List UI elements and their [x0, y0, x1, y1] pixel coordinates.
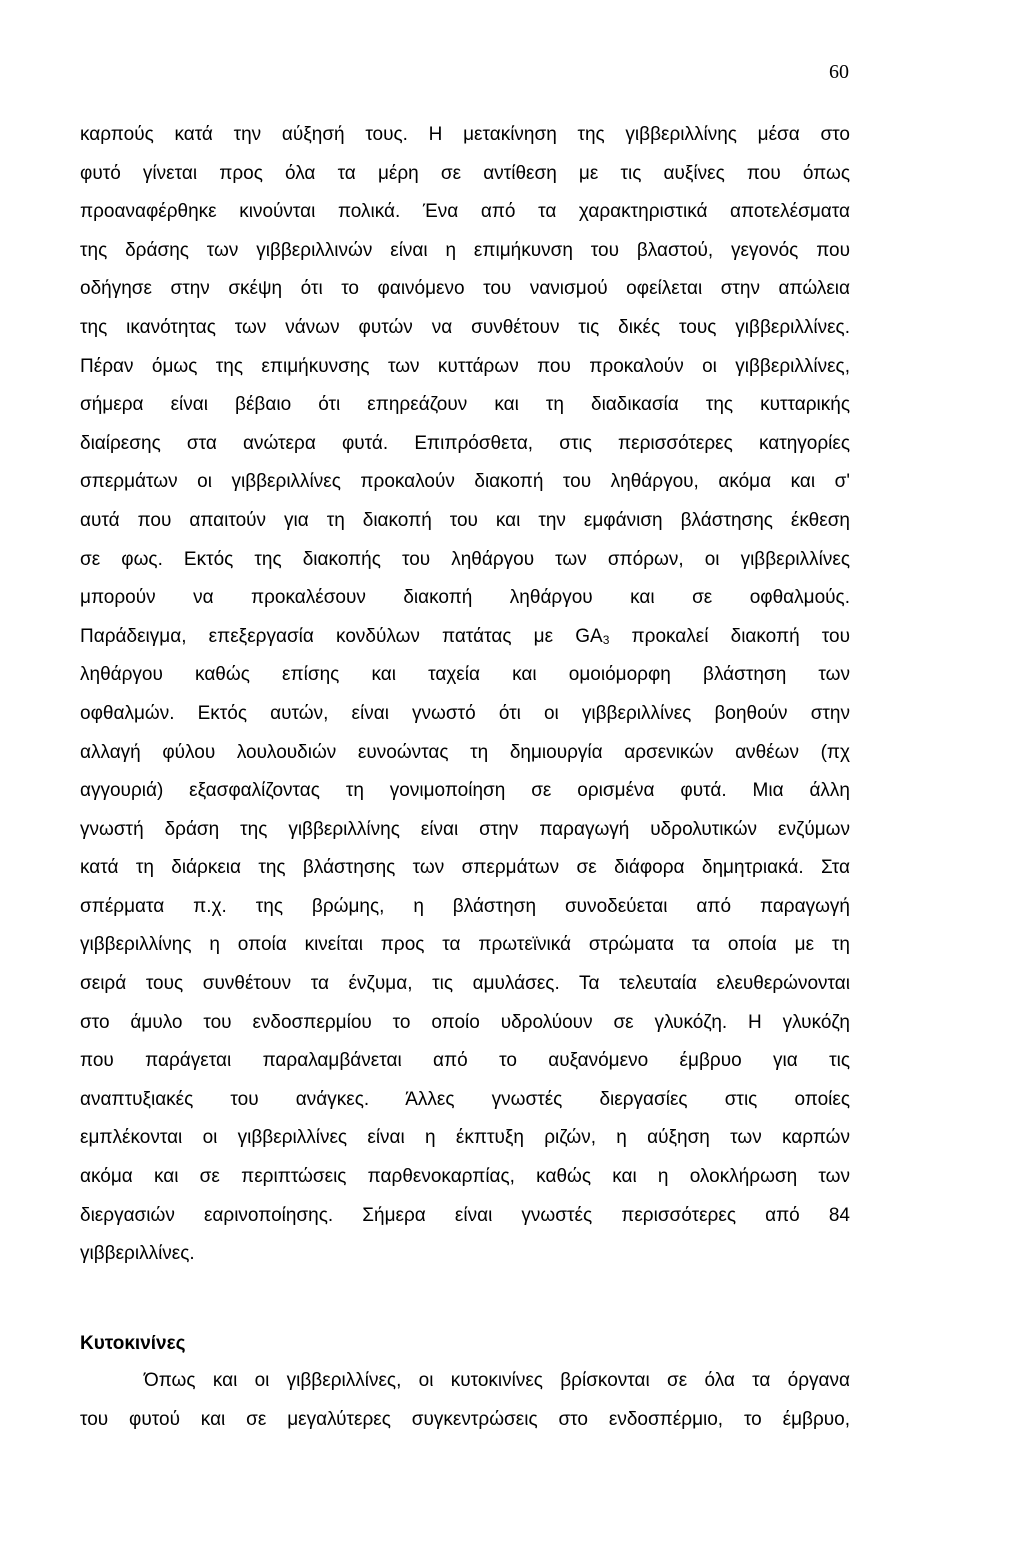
text-line	[80, 618, 850, 657]
text-line: Όπως και οι γιββεριλλίνες, οι κυτοκινίνες βρίσκονται σε όλα τα όργανα	[144, 1370, 850, 1391]
text-line: σπερμάτων οι γιββεριλλίνες προκαλούν διακοπή του ληθάργου, ακόμα και σ'	[80, 471, 850, 493]
text-line: που παράγεται παραλαμβάνεται από το αυξανόμενο έμβρυο για τις	[80, 1050, 850, 1072]
section-text	[80, 1362, 850, 1439]
text-line: του φυτού και σε μεγαλύτερες συγκεντρώσεις στο ενδοσπέρμιο, το έμβρυο,	[80, 1408, 850, 1430]
text-line: ληθάργου καθώς επίσης και ταχεία και ομοιόμορφη βλάστηση των	[80, 664, 850, 686]
ga-text-before: Παράδειγμα, επεξεργασία κονδύλων πατάτας με GA	[80, 625, 603, 647]
text-line: στο άμυλο του ενδοσπερμίου το οποίο υδρολύουν σε γλυκόζη. Η γλυκόζη	[80, 1011, 850, 1033]
text-line: γιββεριλλίνες.	[80, 1243, 195, 1265]
text-line: κατά τη διάρκεια της βλάστησης των σπερμάτων σε διάφορα δημητριακά. Στα	[80, 857, 850, 879]
section-title: Κυτοκινίνες	[80, 1333, 186, 1354]
text-line: αλλαγή φύλου λουλουδιών ευνοώντας τη δημιουργία αρσενικών ανθέων (πχ	[80, 741, 850, 763]
text-line: προαναφέρθηκε κινούνται πολικά. Ένα από τα χαρακτηριστικά αποτελέσματα	[80, 201, 850, 223]
text-line: σπέρματα π.χ. της βρώμης, η βλάστηση συνοδεύεται από παραγωγή	[80, 895, 850, 917]
text-line: Πέραν όμως της επιμήκυνσης των κυττάρων που προκαλούν οι γιββεριλλίνες,	[80, 355, 850, 377]
text-line: σε φως. Εκτός της διακοπής του ληθάργου των σπόρων, οι γιββεριλλίνες	[80, 548, 850, 570]
text-line: εμπλέκονται οι γιββεριλλίνες είναι η έκπτυξη ριζών, η αύξηση των καρπών	[80, 1127, 850, 1149]
text-line: ακόμα και σε περιπτώσεις παρθενοκαρπίας, καθώς και η ολοκλήρωση των	[80, 1166, 850, 1188]
text-line: διεργασιών εαρινοποίησης. Σήμερα είναι γνωστές περισσότερες από 84	[80, 1204, 850, 1226]
text-line: αυτά που απαιτούν για τη διακοπή του και την εμφάνιση βλάστησης έκθεση	[80, 509, 850, 531]
text-line: γιββεριλλίνης η οποία κινείται προς τα πρωτεϊνικά στρώματα τα οποία με τη	[80, 934, 850, 956]
text-line: σειρά τους συνθέτουν τα ένζυμα, τις αμυλάσες. Τα τελευταία ελευθερώνονται	[80, 973, 850, 995]
text-line: καρπούς κατά την αύξησή τους. Η μετακίνηση της γιββεριλλίνης μέσα στο	[80, 124, 850, 145]
text-line: μπορούν να προκαλέσουν διακοπή ληθάργου και σε οφθαλμούς.	[80, 587, 850, 609]
text-line: της ικανότητας των νάνων φυτών να συνθέτουν τις δικές τους γιββεριλλίνες.	[80, 316, 850, 338]
ga-text-after: προκαλεί διακοπή του	[609, 625, 851, 647]
ga-subscript: 3	[602, 632, 610, 647]
text-line: οφθαλμών. Εκτός αυτών, είναι γνωστό ότι οι γιββεριλλίνες βοηθούν στην	[80, 702, 850, 724]
text-line: της δράσης των γιββεριλλινών είναι η επιμήκυνση του βλαστού, γεγονός που	[80, 239, 850, 261]
page-number: 60	[829, 61, 849, 83]
body-text	[80, 116, 850, 1274]
text-line: φυτό γίνεται προς όλα τα μέρη σε αντίθεση με τις αυξίνες που όπως	[80, 162, 850, 184]
text-line: διαίρεσης στα ανώτερα φυτά. Επιπρόσθετα, στις περισσότερες κατηγορίες	[80, 432, 850, 454]
text-line: αναπτυξιακές του ανάγκες. Άλλες γνωστές διεργασίες στις οποίες	[80, 1088, 850, 1110]
text-line: γνωστή δράση της γιββεριλλίνης είναι στην παραγωγή υδρολυτικών ενζύμων	[80, 818, 850, 840]
text-line: αγγουριά) εξασφαλίζοντας τη γονιμοποίηση σε ορισμένα φυτά. Μια άλλη	[80, 780, 850, 802]
text-line: οδήγησε στην σκέψη ότι το φαινόμενο του νανισμού οφείλεται στην απώλεια	[80, 278, 850, 300]
text-line: σήμερα είναι βέβαιο ότι επηρεάζουν και τη διαδικασία της κυτταρικής	[80, 394, 850, 416]
